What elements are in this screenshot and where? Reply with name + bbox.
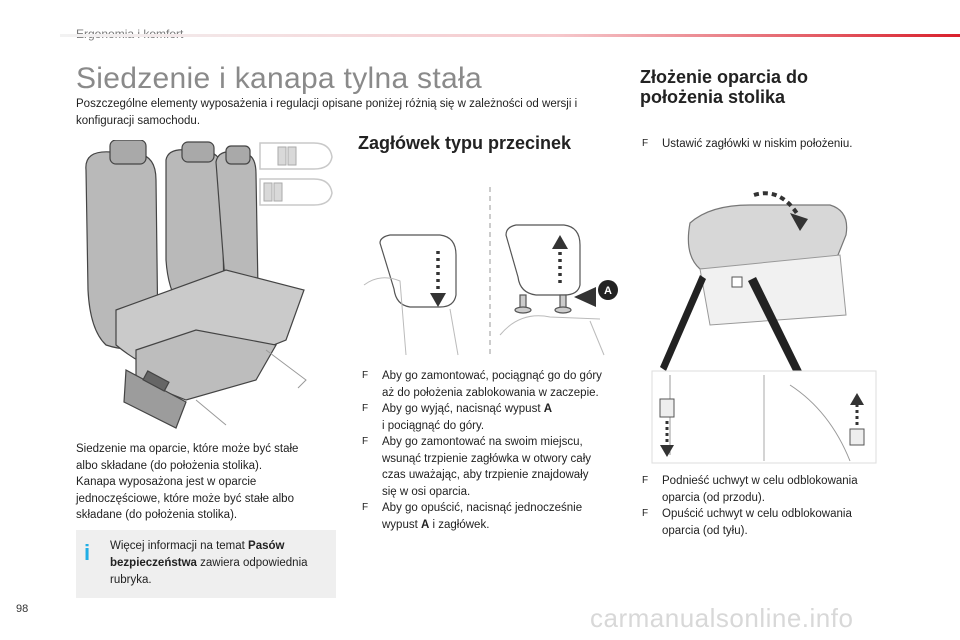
table-fold-heading: Złożenie oparcia do położenia stolika: [640, 67, 809, 107]
list-item: F Opuścić uchwyt w celu odblokowania oparcia (od tyłu).: [642, 508, 852, 537]
table-fold-illustration: [650, 175, 878, 465]
table-fold-bottom-instructions: [642, 473, 942, 539]
header-accent-bar: [60, 34, 960, 37]
headrest-illustration: [360, 185, 622, 357]
table-fold-top-instructions: [642, 136, 942, 153]
seat-description: Siedzenie ma oparcie, które może być stałe albo składane (do położenia stolika). Kanapa wyposażona jest w oparcie jednoczęściowe, które może być stałe albo składane (do położenia stolika).: [76, 443, 299, 521]
list-item: F Podnieść uchwyt w celu odblokowania oparcia (od przodu).: [642, 475, 858, 504]
list-item: F Aby go zamontować na swoim miejscu, wsunąć trzpienie zagłówka w otwory cały czas uważając, aby trzpienie znajdowały się w osi oparcia.: [362, 436, 592, 498]
list-item: F Ustawić zagłówki w niskim położeniu.: [642, 138, 853, 150]
list-item: F Aby go opuścić, nacisnąć jednocześnie wypust A i zagłówek.: [362, 502, 583, 531]
headrest-heading: Zagłówek typu przecinek: [358, 133, 572, 153]
list-item: F Aby go zamontować, pociągnąć go do góry aż do położenia zablokowania w zaczepie.: [362, 370, 602, 399]
intro-text: Poszczególne elementy wyposażenia i regulacji opisane poniżej różnią się w zależności od wersji i konfiguracji samochodu.: [76, 98, 578, 127]
list-item: F Aby go wyjąć, nacisnąć wypust A i pociągnąć do góry.: [362, 403, 553, 432]
headrest-instructions: [362, 368, 624, 533]
info-text: Więcej informacji na temat Pasów bezpieczeństwa zawiera odpowiednia rubryka.: [110, 540, 308, 586]
watermark: carmanualsonline.info: [590, 603, 854, 633]
info-icon: i: [84, 540, 91, 565]
vehicle-layout-diagram: [256, 137, 336, 217]
callout-a-label: A: [604, 285, 612, 297]
page-number: 98: [16, 603, 29, 615]
page-title: Siedzenie i kanapa tylna stała: [76, 62, 482, 95]
